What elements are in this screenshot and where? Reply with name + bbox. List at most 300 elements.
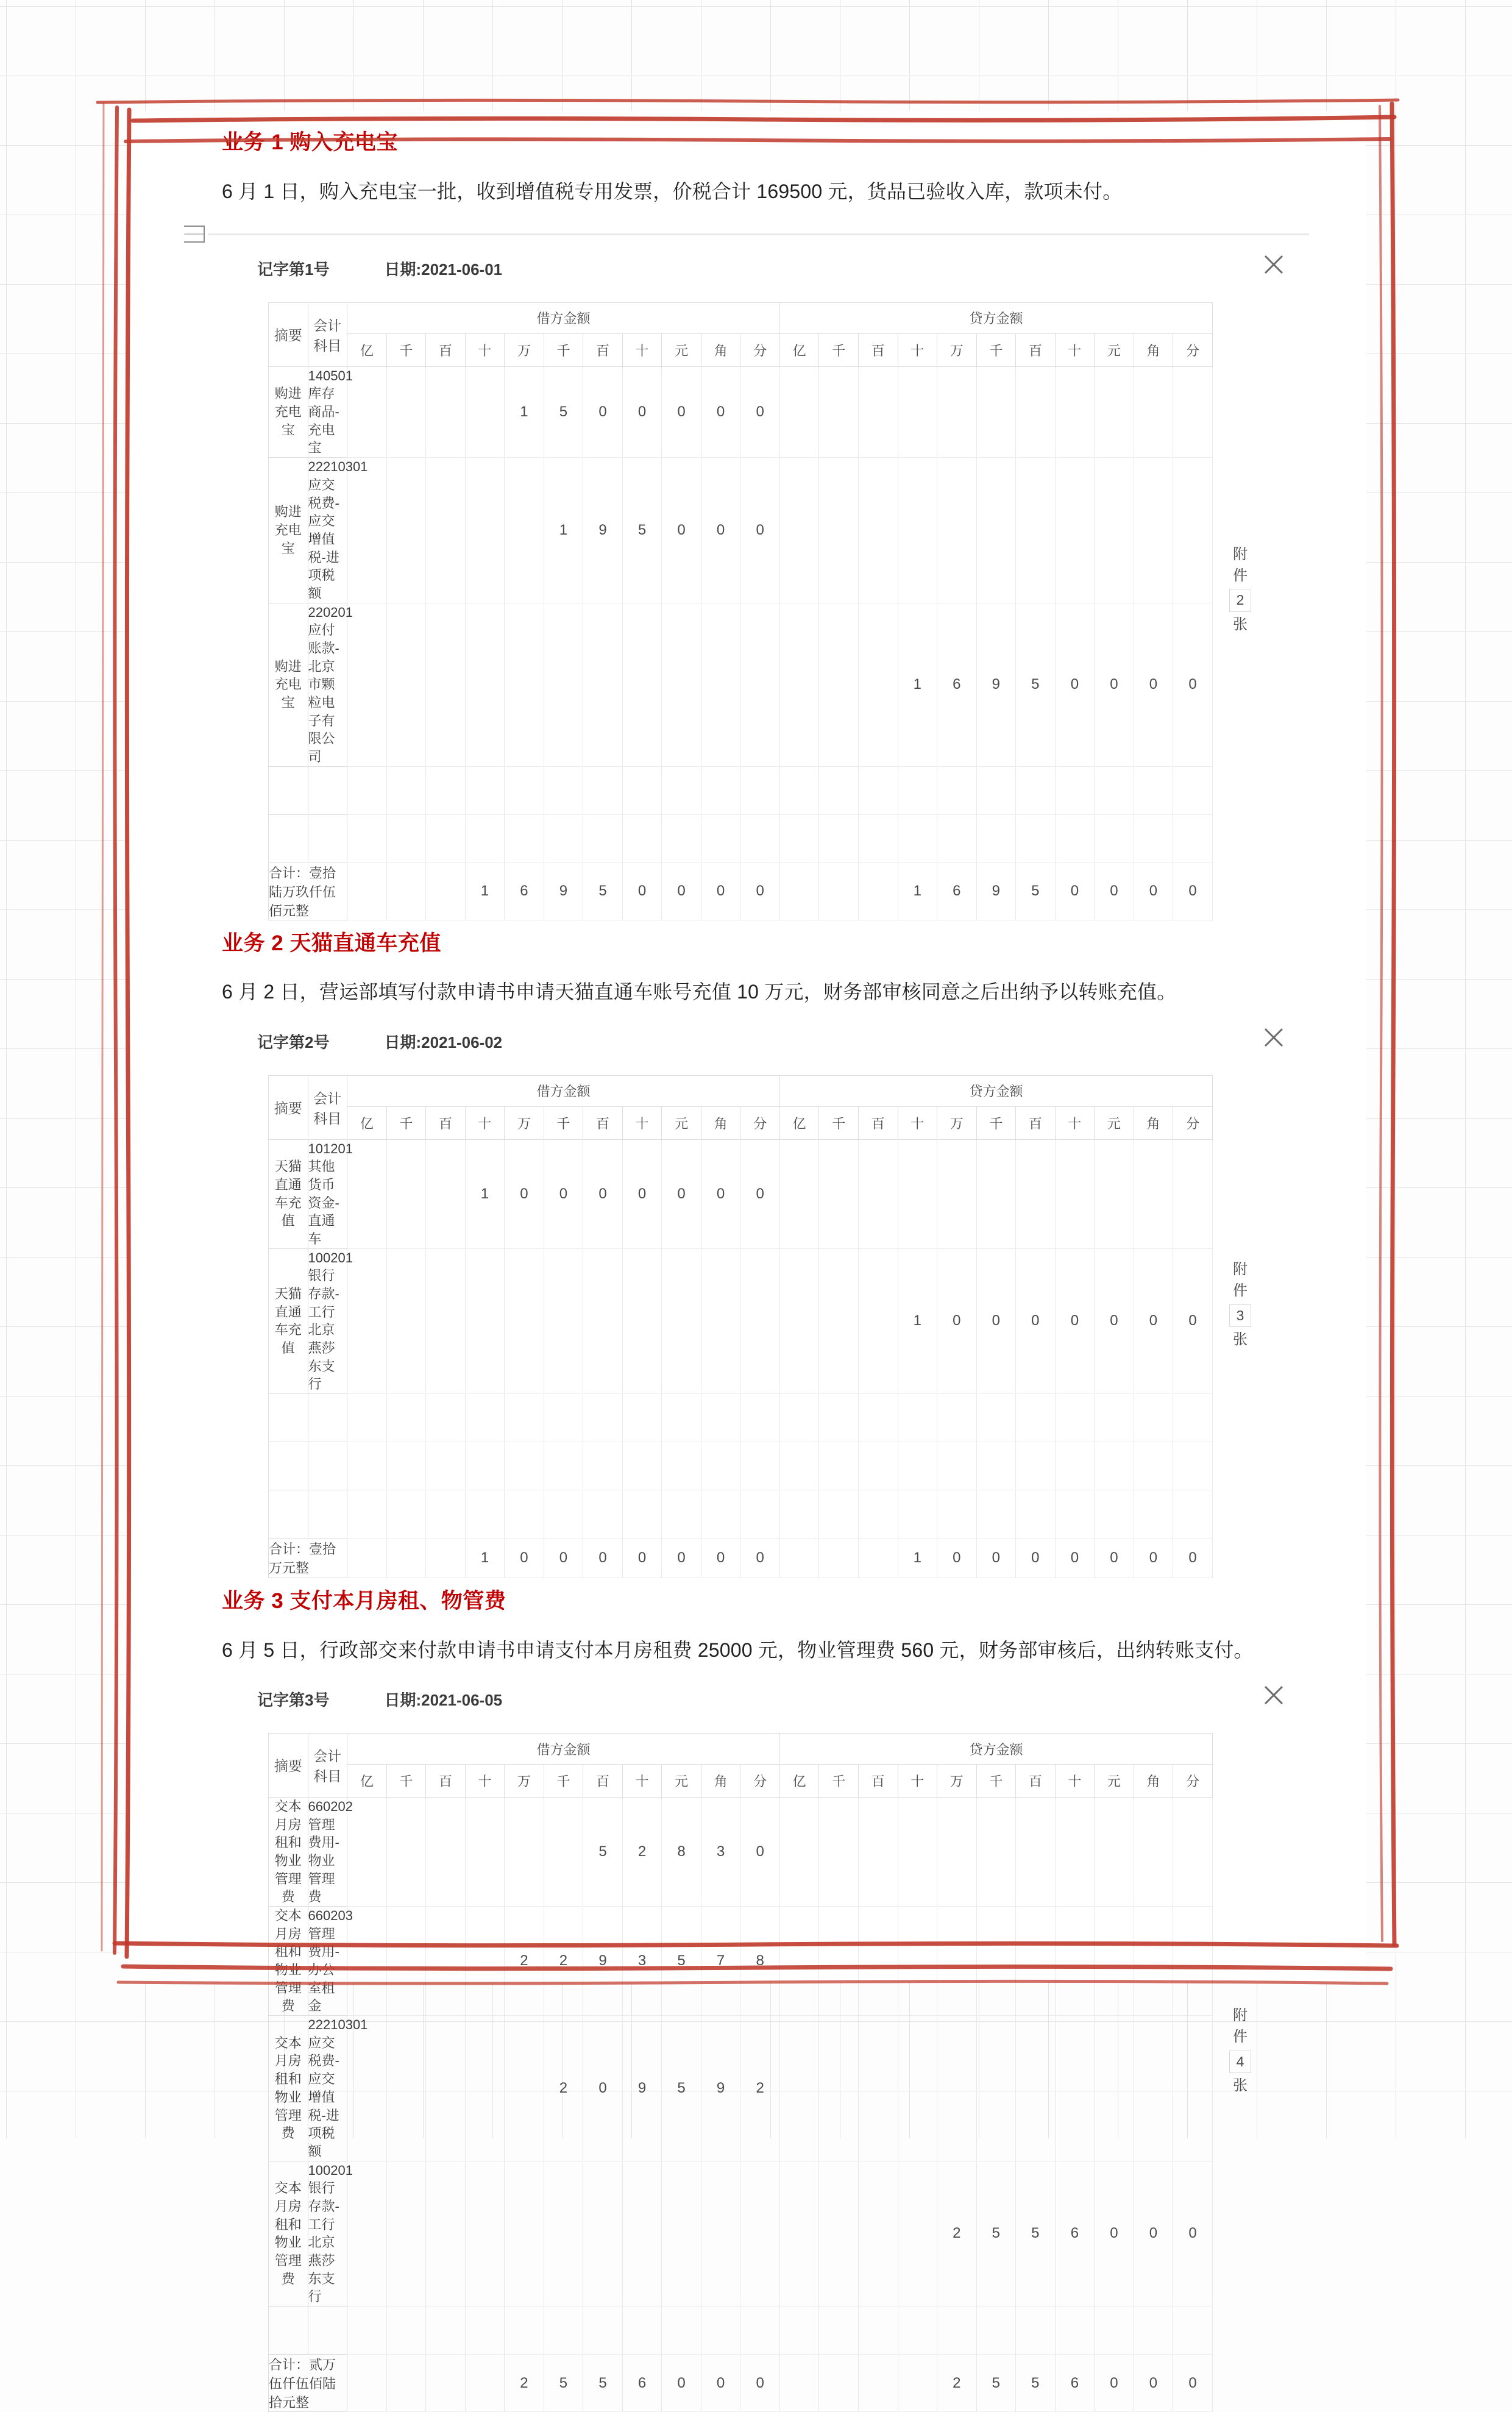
- cell-empty-digit: [1134, 2307, 1173, 2355]
- close-icon[interactable]: [1260, 251, 1287, 278]
- table-row: [269, 458, 1213, 603]
- cell-debit-digit: 2: [544, 1906, 583, 2015]
- digit-unit-label: 百: [858, 334, 898, 367]
- cell-abstract: 购进充电宝: [269, 458, 308, 603]
- cell-credit-digit: [898, 458, 937, 603]
- voucher-number: 记字第3号: [257, 1690, 330, 1709]
- cell-credit-digit: [937, 2016, 977, 2161]
- cell-debit-digit: [465, 1797, 505, 1906]
- digit-unit-label: 亿: [779, 1765, 819, 1798]
- total-credit-digit: [779, 2355, 819, 2412]
- cell-debit-digit: [426, 2016, 466, 2161]
- cell-debit-digit: 2: [505, 1906, 544, 2015]
- total-debit-digit: [426, 1539, 466, 1578]
- cell-empty-digit: [898, 814, 937, 863]
- total-credit-digit: 0: [1055, 863, 1095, 920]
- table-total-row: [269, 863, 1213, 920]
- cell-empty-digit: [505, 1394, 544, 1442]
- cell-credit-digit: 0: [976, 1248, 1016, 1394]
- cell-empty-digit: [426, 1394, 466, 1442]
- voucher-date: 日期:2021-06-02: [384, 1033, 503, 1051]
- cell-credit-digit: [1095, 458, 1134, 603]
- cell-empty-digit: [544, 766, 583, 814]
- table-row-blank: [269, 1490, 1213, 1539]
- digit-unit-label: 十: [898, 334, 937, 367]
- cell-credit-digit: [819, 2161, 859, 2307]
- cell-empty-digit: [898, 1442, 937, 1490]
- total-credit-digit: 0: [1173, 2355, 1213, 2412]
- digit-unit-label: 元: [662, 334, 701, 367]
- digit-unit-label: 百: [426, 334, 466, 367]
- digit-unit-label: 万: [937, 1106, 977, 1139]
- cell-empty-digit: [976, 1442, 1016, 1490]
- cell-empty-digit: [662, 814, 701, 863]
- cell-credit-digit: [858, 1797, 898, 1906]
- cell-credit-digit: [1016, 1797, 1056, 1906]
- voucher-header: [222, 1681, 1330, 1733]
- cell-debit-digit: 8: [662, 1797, 701, 1906]
- cell-debit-digit: 0: [662, 458, 701, 603]
- cell-empty-digit: [898, 1490, 937, 1539]
- cell-credit-digit: 0: [1055, 603, 1095, 766]
- cell-credit-digit: [1095, 366, 1134, 457]
- cell-credit-digit: [1055, 2016, 1095, 2161]
- cell-debit-digit: 9: [583, 1906, 623, 2015]
- digit-unit-label: 十: [1055, 334, 1095, 367]
- cell-credit-digit: [1173, 366, 1213, 457]
- cell-empty-digit: [937, 766, 977, 814]
- cell-debit-digit: 0: [740, 1797, 780, 1906]
- cell-credit-digit: [779, 1139, 819, 1248]
- digit-unit-label: 百: [583, 1765, 623, 1798]
- total-debit-digit: 0: [662, 2355, 701, 2412]
- cell-debit-digit: 9: [622, 2016, 662, 2161]
- cell-credit-digit: [898, 1139, 937, 1248]
- cell-empty-digit: [1173, 814, 1213, 863]
- total-debit-digit: [386, 2355, 426, 2412]
- cell-credit-digit: [1134, 458, 1173, 603]
- cell-abstract: [269, 766, 308, 814]
- document-page: [129, 111, 1366, 2411]
- cell-empty-digit: [701, 1442, 740, 1490]
- attachment-count-block: [1213, 302, 1268, 920]
- close-icon[interactable]: [1260, 1024, 1287, 1051]
- cell-debit-digit: [740, 1248, 780, 1394]
- cell-empty-digit: [701, 814, 740, 863]
- cell-debit-digit: [505, 458, 544, 603]
- table-drag-handle-icon[interactable]: [184, 226, 205, 243]
- cell-debit-digit: [426, 1906, 466, 2015]
- cell-debit-digit: 8: [740, 1906, 780, 2015]
- cell-empty-digit: [779, 1490, 819, 1539]
- total-debit-digit: 0: [701, 863, 740, 920]
- total-debit-digit: 1: [465, 863, 505, 920]
- cell-account: 101201其他货币资金-直通车: [308, 1139, 347, 1248]
- voucher-header: [222, 1023, 1330, 1075]
- cell-empty-digit: [898, 2307, 937, 2355]
- cell-credit-digit: [898, 2016, 937, 2161]
- cell-empty-digit: [386, 2307, 426, 2355]
- cell-credit-digit: [1016, 2016, 1056, 2161]
- total-debit-digit: [386, 863, 426, 920]
- digit-unit-label: 千: [819, 1765, 859, 1798]
- voucher-3: [222, 1681, 1330, 2412]
- cell-debit-digit: 3: [622, 1906, 662, 2015]
- digit-unit-label: 元: [1095, 1106, 1134, 1139]
- cell-empty-digit: [1095, 1442, 1134, 1490]
- cell-credit-digit: 5: [976, 2161, 1016, 2307]
- cell-credit-digit: [1095, 2016, 1134, 2161]
- total-credit-digit: 6: [1055, 2355, 1095, 2412]
- attachment-label-2: 件: [1233, 2028, 1248, 2045]
- total-debit-digit: 0: [505, 1539, 544, 1578]
- digit-unit-label: 万: [505, 334, 544, 367]
- cell-abstract: 天猫直通车充值: [269, 1248, 308, 1394]
- cell-debit-digit: 9: [701, 2016, 740, 2161]
- cell-empty-digit: [544, 1442, 583, 1490]
- total-credit-digit: 1: [898, 863, 937, 920]
- digit-unit-label: 十: [622, 334, 662, 367]
- cell-credit-digit: [1095, 1797, 1134, 1906]
- voucher-header: [222, 250, 1330, 302]
- cell-debit-digit: [386, 366, 426, 457]
- cell-debit-digit: [386, 1797, 426, 1906]
- total-credit-digit: 0: [976, 1539, 1016, 1578]
- cell-empty-digit: [858, 766, 898, 814]
- digit-unit-label: 亿: [347, 1106, 387, 1139]
- cell-empty-digit: [779, 2307, 819, 2355]
- cell-debit-digit: [465, 458, 505, 603]
- cell-empty-digit: [386, 1442, 426, 1490]
- cell-debit-digit: [622, 603, 662, 766]
- cell-empty-digit: [544, 2307, 583, 2355]
- cell-credit-digit: [858, 1139, 898, 1248]
- cell-empty-digit: [1016, 1442, 1056, 1490]
- cell-debit-digit: 0: [583, 366, 623, 457]
- cell-credit-digit: [858, 1248, 898, 1394]
- cell-empty-digit: [1055, 766, 1095, 814]
- total-debit-digit: 0: [740, 1539, 780, 1578]
- cell-empty-digit: [583, 766, 623, 814]
- cell-empty-digit: [740, 1394, 780, 1442]
- cell-debit-digit: [347, 603, 387, 766]
- total-credit-digit: [898, 2355, 937, 2412]
- cell-credit-digit: [1095, 1139, 1134, 1248]
- digit-unit-label: 百: [858, 1106, 898, 1139]
- attachment-label-1: 附: [1233, 2007, 1248, 2024]
- cell-debit-digit: 0: [701, 458, 740, 603]
- digit-unit-label: 十: [898, 1106, 937, 1139]
- cell-debit-digit: 1: [505, 366, 544, 457]
- cell-credit-digit: 0: [1173, 603, 1213, 766]
- cell-debit-digit: 0: [583, 1139, 623, 1248]
- cell-debit-digit: 0: [505, 1139, 544, 1248]
- cell-debit-digit: 2: [740, 2016, 780, 2161]
- cell-credit-digit: [779, 458, 819, 603]
- digit-unit-label: 千: [976, 1765, 1016, 1798]
- cell-credit-digit: [779, 2016, 819, 2161]
- cell-debit-digit: [347, 458, 387, 603]
- attachment-unit: 张: [1233, 616, 1248, 633]
- cell-account: 22210301应交税费-应交增值税-进项税额: [308, 2016, 347, 2161]
- digit-unit-label: 角: [701, 334, 740, 367]
- total-debit-digit: 0: [622, 1539, 662, 1578]
- cell-account: [308, 766, 347, 814]
- cell-debit-digit: [426, 458, 466, 603]
- cell-empty-digit: [622, 766, 662, 814]
- cell-debit-digit: [347, 2161, 387, 2307]
- cell-credit-digit: [1055, 1139, 1095, 1248]
- digit-unit-label: 百: [858, 1765, 898, 1798]
- total-credit-digit: 0: [937, 1539, 977, 1578]
- cell-empty-digit: [976, 2307, 1016, 2355]
- cell-debit-digit: [505, 2161, 544, 2307]
- cell-empty-digit: [622, 1442, 662, 1490]
- cell-debit-digit: [386, 603, 426, 766]
- cell-empty-digit: [583, 814, 623, 863]
- table-row: [269, 2161, 1213, 2307]
- table-header-group-row: [269, 302, 1213, 333]
- cell-empty-digit: [819, 814, 859, 863]
- total-credit-digit: [819, 2355, 859, 2412]
- cell-credit-digit: [976, 1906, 1016, 2015]
- cell-empty-digit: [622, 2307, 662, 2355]
- attachment-label-2: 件: [1233, 567, 1248, 584]
- cell-empty-digit: [1134, 814, 1173, 863]
- cell-credit-digit: [1055, 458, 1095, 603]
- cell-empty-digit: [779, 814, 819, 863]
- cell-debit-digit: [386, 1248, 426, 1394]
- cell-empty-digit: [1016, 2307, 1056, 2355]
- cell-credit-digit: [1173, 458, 1213, 603]
- cell-debit-digit: 0: [740, 1139, 780, 1248]
- cell-credit-digit: 0: [1055, 1248, 1095, 1394]
- attachment-count-input[interactable]: 4: [1229, 2051, 1252, 2073]
- total-debit-digit: [386, 1539, 426, 1578]
- table-row: [269, 603, 1213, 766]
- table-row-blank: [269, 1442, 1213, 1490]
- header-abstract: 摘要: [269, 1733, 308, 1797]
- cell-account: 100201银行存款-工行北京燕莎东支行: [308, 1248, 347, 1394]
- cell-credit-digit: [858, 458, 898, 603]
- total-credit-digit: [858, 863, 898, 920]
- total-debit-digit: 2: [505, 2355, 544, 2412]
- cell-empty-digit: [622, 1490, 662, 1539]
- cell-account: 22210301应交税费-应交增值税-进项税额: [308, 458, 347, 603]
- cell-credit-digit: [1055, 1906, 1095, 2015]
- cell-empty-digit: [898, 1394, 937, 1442]
- cell-empty-digit: [1016, 1490, 1056, 1539]
- cell-empty-digit: [1055, 1490, 1095, 1539]
- digit-unit-label: 千: [976, 1106, 1016, 1139]
- voucher-body: [222, 302, 1330, 920]
- cell-empty-digit: [465, 1442, 505, 1490]
- voucher-number: 记字第1号: [257, 260, 330, 279]
- cell-empty-digit: [622, 1394, 662, 1442]
- total-debit-digit: 5: [583, 863, 623, 920]
- header-abstract: 摘要: [269, 1075, 308, 1139]
- cell-debit-digit: [465, 2161, 505, 2307]
- cell-empty-digit: [505, 766, 544, 814]
- digit-unit-label: 百: [583, 334, 623, 367]
- total-credit-digit: [819, 1539, 859, 1578]
- cell-debit-digit: [347, 1248, 387, 1394]
- cell-debit-digit: [505, 2016, 544, 2161]
- cell-credit-digit: 0: [1134, 603, 1173, 766]
- cell-empty-digit: [858, 814, 898, 863]
- table-row: [269, 1139, 1213, 1248]
- cell-credit-digit: [1055, 366, 1095, 457]
- total-debit-digit: 5: [583, 2355, 623, 2412]
- cell-credit-digit: [819, 2016, 859, 2161]
- table-header-digit-row: [269, 334, 1213, 367]
- cell-empty-digit: [937, 1490, 977, 1539]
- section-2: [222, 928, 1330, 1578]
- cell-abstract: [269, 2307, 308, 2355]
- section-3: [222, 1585, 1330, 2412]
- attachment-count-input[interactable]: 3: [1229, 1304, 1252, 1327]
- cell-debit-digit: [544, 1797, 583, 1906]
- cell-empty-digit: [347, 814, 387, 863]
- attachment-count-input[interactable]: 2: [1229, 589, 1252, 611]
- cell-empty-digit: [937, 1442, 977, 1490]
- cell-empty-digit: [740, 814, 780, 863]
- cell-empty-digit: [465, 2307, 505, 2355]
- cell-credit-digit: [819, 603, 859, 766]
- digit-unit-label: 分: [1173, 1106, 1213, 1139]
- cell-empty-digit: [819, 1490, 859, 1539]
- digit-unit-label: 十: [898, 1765, 937, 1798]
- cell-empty-digit: [347, 2307, 387, 2355]
- cell-debit-digit: [740, 2161, 780, 2307]
- total-credit-digit: 0: [1134, 863, 1173, 920]
- cell-debit-digit: [347, 1797, 387, 1906]
- digit-unit-label: 分: [1173, 334, 1213, 367]
- digit-unit-label: 元: [662, 1765, 701, 1798]
- voucher-table: [268, 1075, 1213, 1579]
- digit-unit-label: 十: [622, 1106, 662, 1139]
- cell-debit-digit: [426, 603, 466, 766]
- total-debit-digit: [347, 2355, 387, 2412]
- cell-credit-digit: 5: [1016, 603, 1056, 766]
- voucher-body: [222, 1075, 1330, 1579]
- digit-unit-label: 百: [426, 1106, 466, 1139]
- cell-empty-digit: [583, 1442, 623, 1490]
- cell-empty-digit: [819, 1442, 859, 1490]
- cell-debit-digit: [544, 2161, 583, 2307]
- cell-empty-digit: [505, 2307, 544, 2355]
- cell-credit-digit: [779, 603, 819, 766]
- total-credit-digit: 0: [1134, 1539, 1173, 1578]
- cell-debit-digit: [583, 1248, 623, 1394]
- cell-credit-digit: 0: [1095, 2161, 1134, 2307]
- cell-credit-digit: [819, 366, 859, 457]
- total-credit-digit: [819, 863, 859, 920]
- digit-unit-label: 百: [1016, 1106, 1056, 1139]
- cell-credit-digit: [1173, 1906, 1213, 2015]
- attachment-label-1: 附: [1233, 1261, 1248, 1278]
- total-credit-digit: [858, 2355, 898, 2412]
- cell-debit-digit: 5: [622, 458, 662, 603]
- cell-debit-digit: 2: [544, 2016, 583, 2161]
- cell-empty-digit: [426, 766, 466, 814]
- table-row: [269, 1797, 1213, 1906]
- cell-credit-digit: 6: [1055, 2161, 1095, 2307]
- total-debit-digit: [347, 863, 387, 920]
- cell-credit-digit: [858, 1906, 898, 2015]
- cell-debit-digit: 3: [701, 1797, 740, 1906]
- cell-abstract: 交本月房租和物业管理费: [269, 1797, 308, 1906]
- cell-empty-digit: [1134, 1442, 1173, 1490]
- cell-account: 660203管理费用-办公室租金: [308, 1906, 347, 2015]
- cell-debit-digit: 5: [544, 366, 583, 457]
- table-total-row: [269, 1539, 1213, 1578]
- digit-unit-label: 元: [662, 1106, 701, 1139]
- close-icon[interactable]: [1260, 1682, 1287, 1709]
- cell-credit-digit: 5: [1016, 2161, 1056, 2307]
- digit-unit-label: 分: [1173, 1765, 1213, 1798]
- total-debit-digit: [426, 2355, 466, 2412]
- total-credit-digit: 0: [1055, 1539, 1095, 1578]
- total-debit-digit: 0: [583, 1539, 623, 1578]
- attachment-count-block: [1213, 1075, 1268, 1579]
- cell-credit-digit: [1016, 1906, 1056, 2015]
- digit-unit-label: 百: [1016, 1765, 1056, 1798]
- cell-empty-digit: [937, 1394, 977, 1442]
- attachment-unit: 张: [1233, 2077, 1248, 2094]
- cell-debit-digit: 0: [662, 366, 701, 457]
- cell-credit-digit: [1134, 1906, 1173, 2015]
- cell-credit-digit: [1095, 1906, 1134, 2015]
- cell-debit-digit: 0: [662, 1139, 701, 1248]
- cell-credit-digit: [898, 1906, 937, 2015]
- cell-credit-digit: 9: [976, 603, 1016, 766]
- header-credit-amount: 贷方金额: [779, 1075, 1212, 1106]
- section-body-text: 6 月 1 日，购入充电宝一批，收到增值税专用发票，价税合计 169500 元，货品已验收入库，款项未付。: [222, 180, 1123, 202]
- attachment-count-block: [1213, 1733, 1268, 2412]
- cell-credit-digit: 0: [1173, 1248, 1213, 1394]
- cell-abstract: 交本月房租和物业管理费: [269, 2016, 308, 2161]
- digit-unit-label: 十: [465, 1765, 505, 1798]
- table-row: [269, 1906, 1213, 2015]
- cell-credit-digit: [1173, 2016, 1213, 2161]
- cell-debit-digit: 5: [583, 1797, 623, 1906]
- cell-empty-digit: [544, 814, 583, 863]
- cell-debit-digit: [544, 1248, 583, 1394]
- cell-credit-digit: 0: [1095, 603, 1134, 766]
- cell-empty-digit: [662, 1442, 701, 1490]
- voucher-table: [268, 302, 1213, 920]
- cell-credit-digit: [819, 1139, 859, 1248]
- cell-credit-digit: 1: [898, 603, 937, 766]
- table-row: [269, 1248, 1213, 1394]
- table-header-digit-row: [269, 1765, 1213, 1798]
- cell-empty-digit: [858, 1490, 898, 1539]
- cell-abstract: 购进充电宝: [269, 366, 308, 457]
- digit-unit-label: 分: [740, 334, 780, 367]
- cell-credit-digit: 0: [1134, 2161, 1173, 2307]
- cell-abstract: [269, 1394, 308, 1442]
- cell-debit-digit: [622, 1248, 662, 1394]
- cell-debit-digit: [465, 366, 505, 457]
- cell-empty-digit: [1173, 2307, 1213, 2355]
- digit-unit-label: 亿: [779, 334, 819, 367]
- cell-account: 140501库存商品-充电宝: [308, 366, 347, 457]
- cell-credit-digit: [779, 1906, 819, 2015]
- cell-credit-digit: [819, 1906, 859, 2015]
- cell-debit-digit: [544, 603, 583, 766]
- cell-empty-digit: [347, 1394, 387, 1442]
